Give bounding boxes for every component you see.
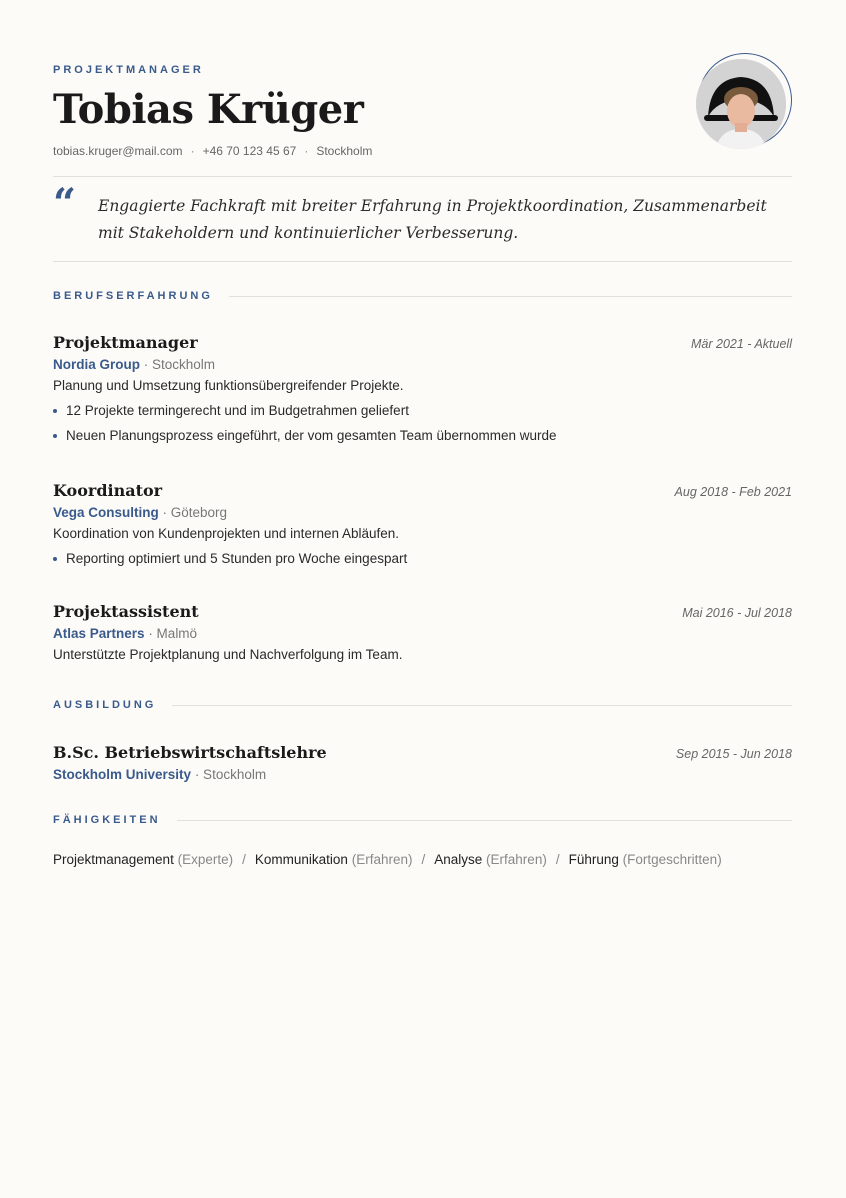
skill-level: (Erfahren) bbox=[351, 852, 413, 867]
section-skills-title: FÄHIGKEITEN bbox=[53, 814, 161, 826]
entry-bullets bbox=[53, 398, 792, 448]
bullet-item: 12 Projekte termingerecht und im Budgetrahmen geliefert bbox=[53, 398, 792, 423]
profile-photo bbox=[696, 59, 786, 149]
experience-entry bbox=[53, 481, 792, 571]
entry-title: B.Sc. Betriebswirtschaftslehre bbox=[53, 743, 327, 762]
skill-separator: / bbox=[242, 852, 246, 867]
skill-name: Projektmanagement bbox=[53, 852, 174, 867]
phone-text[interactable]: +46 70 123 45 67 bbox=[202, 144, 297, 158]
section-line bbox=[229, 296, 792, 297]
education-entry bbox=[53, 743, 792, 782]
contact-separator: · bbox=[190, 144, 195, 158]
section-line bbox=[177, 820, 792, 821]
skills-list bbox=[53, 852, 722, 867]
entry-description: Planung und Umsetzung funktionsübergreifender Projekte. bbox=[53, 378, 404, 393]
bullet-item: Neuen Planungsprozess eingeführt, der vom gesamten Team übernommen wurde bbox=[53, 423, 792, 448]
entry-company: Vega Consulting bbox=[53, 505, 159, 520]
skill-name: Analyse bbox=[434, 852, 483, 867]
contact-line bbox=[53, 144, 372, 158]
entry-date: Aug 2018 - Feb 2021 bbox=[674, 485, 792, 499]
profile-summary: Engagierte Fachkraft mit breiter Erfahrung in Projektkoordination, Zusammenarbeit mit Stakeholdern und kontinuierlicher Verbesserung. bbox=[98, 197, 767, 242]
entry-title: Projektmanager bbox=[53, 333, 198, 352]
person-name: Tobias Krüger bbox=[53, 86, 364, 133]
entry-location: · Stockholm bbox=[143, 357, 216, 372]
experience-entry bbox=[53, 333, 792, 448]
entry-date: Mär 2021 - Aktuell bbox=[691, 337, 792, 351]
email-text[interactable]: tobias.kruger@mail.com bbox=[53, 144, 183, 158]
entry-description: Koordination von Kundenprojekten und internen Abläufen. bbox=[53, 526, 400, 541]
entry-location: · Stockholm bbox=[194, 767, 267, 782]
entry-title: Koordinator bbox=[53, 481, 163, 500]
section-line bbox=[172, 705, 792, 706]
skill-item bbox=[569, 852, 722, 867]
city-text: Stockholm bbox=[316, 144, 373, 158]
header-divider bbox=[53, 176, 792, 177]
entry-company: Nordia Group bbox=[53, 357, 140, 372]
skill-item bbox=[255, 852, 413, 867]
section-experience bbox=[53, 290, 792, 302]
section-skills bbox=[53, 814, 792, 826]
entry-date: Mai 2016 - Jul 2018 bbox=[682, 606, 792, 620]
entry-location: · Malmö bbox=[148, 626, 198, 641]
entry-company: Atlas Partners bbox=[53, 626, 145, 641]
quote-icon: “ bbox=[53, 180, 77, 227]
skill-item bbox=[434, 852, 547, 867]
section-education bbox=[53, 699, 792, 711]
entry-date: Sep 2015 - Jun 2018 bbox=[675, 747, 792, 761]
skill-level: (Fortgeschritten) bbox=[622, 852, 722, 867]
experience-entry bbox=[53, 602, 792, 662]
entry-bullets bbox=[53, 546, 792, 571]
entry-location: · Göteborg bbox=[162, 505, 228, 520]
entry-title: Projektassistent bbox=[53, 602, 199, 621]
skill-name: Führung bbox=[568, 852, 619, 867]
job-title-header: PROJEKTMANAGER bbox=[53, 64, 204, 76]
entry-description: Unterstützte Projektplanung und Nachverfolgung im Team. bbox=[53, 647, 403, 662]
bullet-item: Reporting optimiert und 5 Stunden pro Woche eingespart bbox=[53, 546, 792, 571]
section-experience-title: BERUFSERFAHRUNG bbox=[53, 290, 213, 302]
contact-separator: · bbox=[304, 144, 309, 158]
skill-level: (Erfahren) bbox=[486, 852, 547, 867]
summary-divider bbox=[53, 261, 792, 262]
skill-separator: / bbox=[555, 852, 560, 867]
avatar-icon bbox=[696, 59, 786, 149]
skill-separator: / bbox=[421, 852, 426, 867]
entry-company: Stockholm University bbox=[53, 767, 192, 782]
section-education-title: AUSBILDUNG bbox=[53, 699, 157, 711]
skill-item bbox=[53, 852, 233, 867]
skill-level: (Experte) bbox=[177, 852, 234, 867]
skill-name: Kommunikation bbox=[254, 852, 348, 867]
